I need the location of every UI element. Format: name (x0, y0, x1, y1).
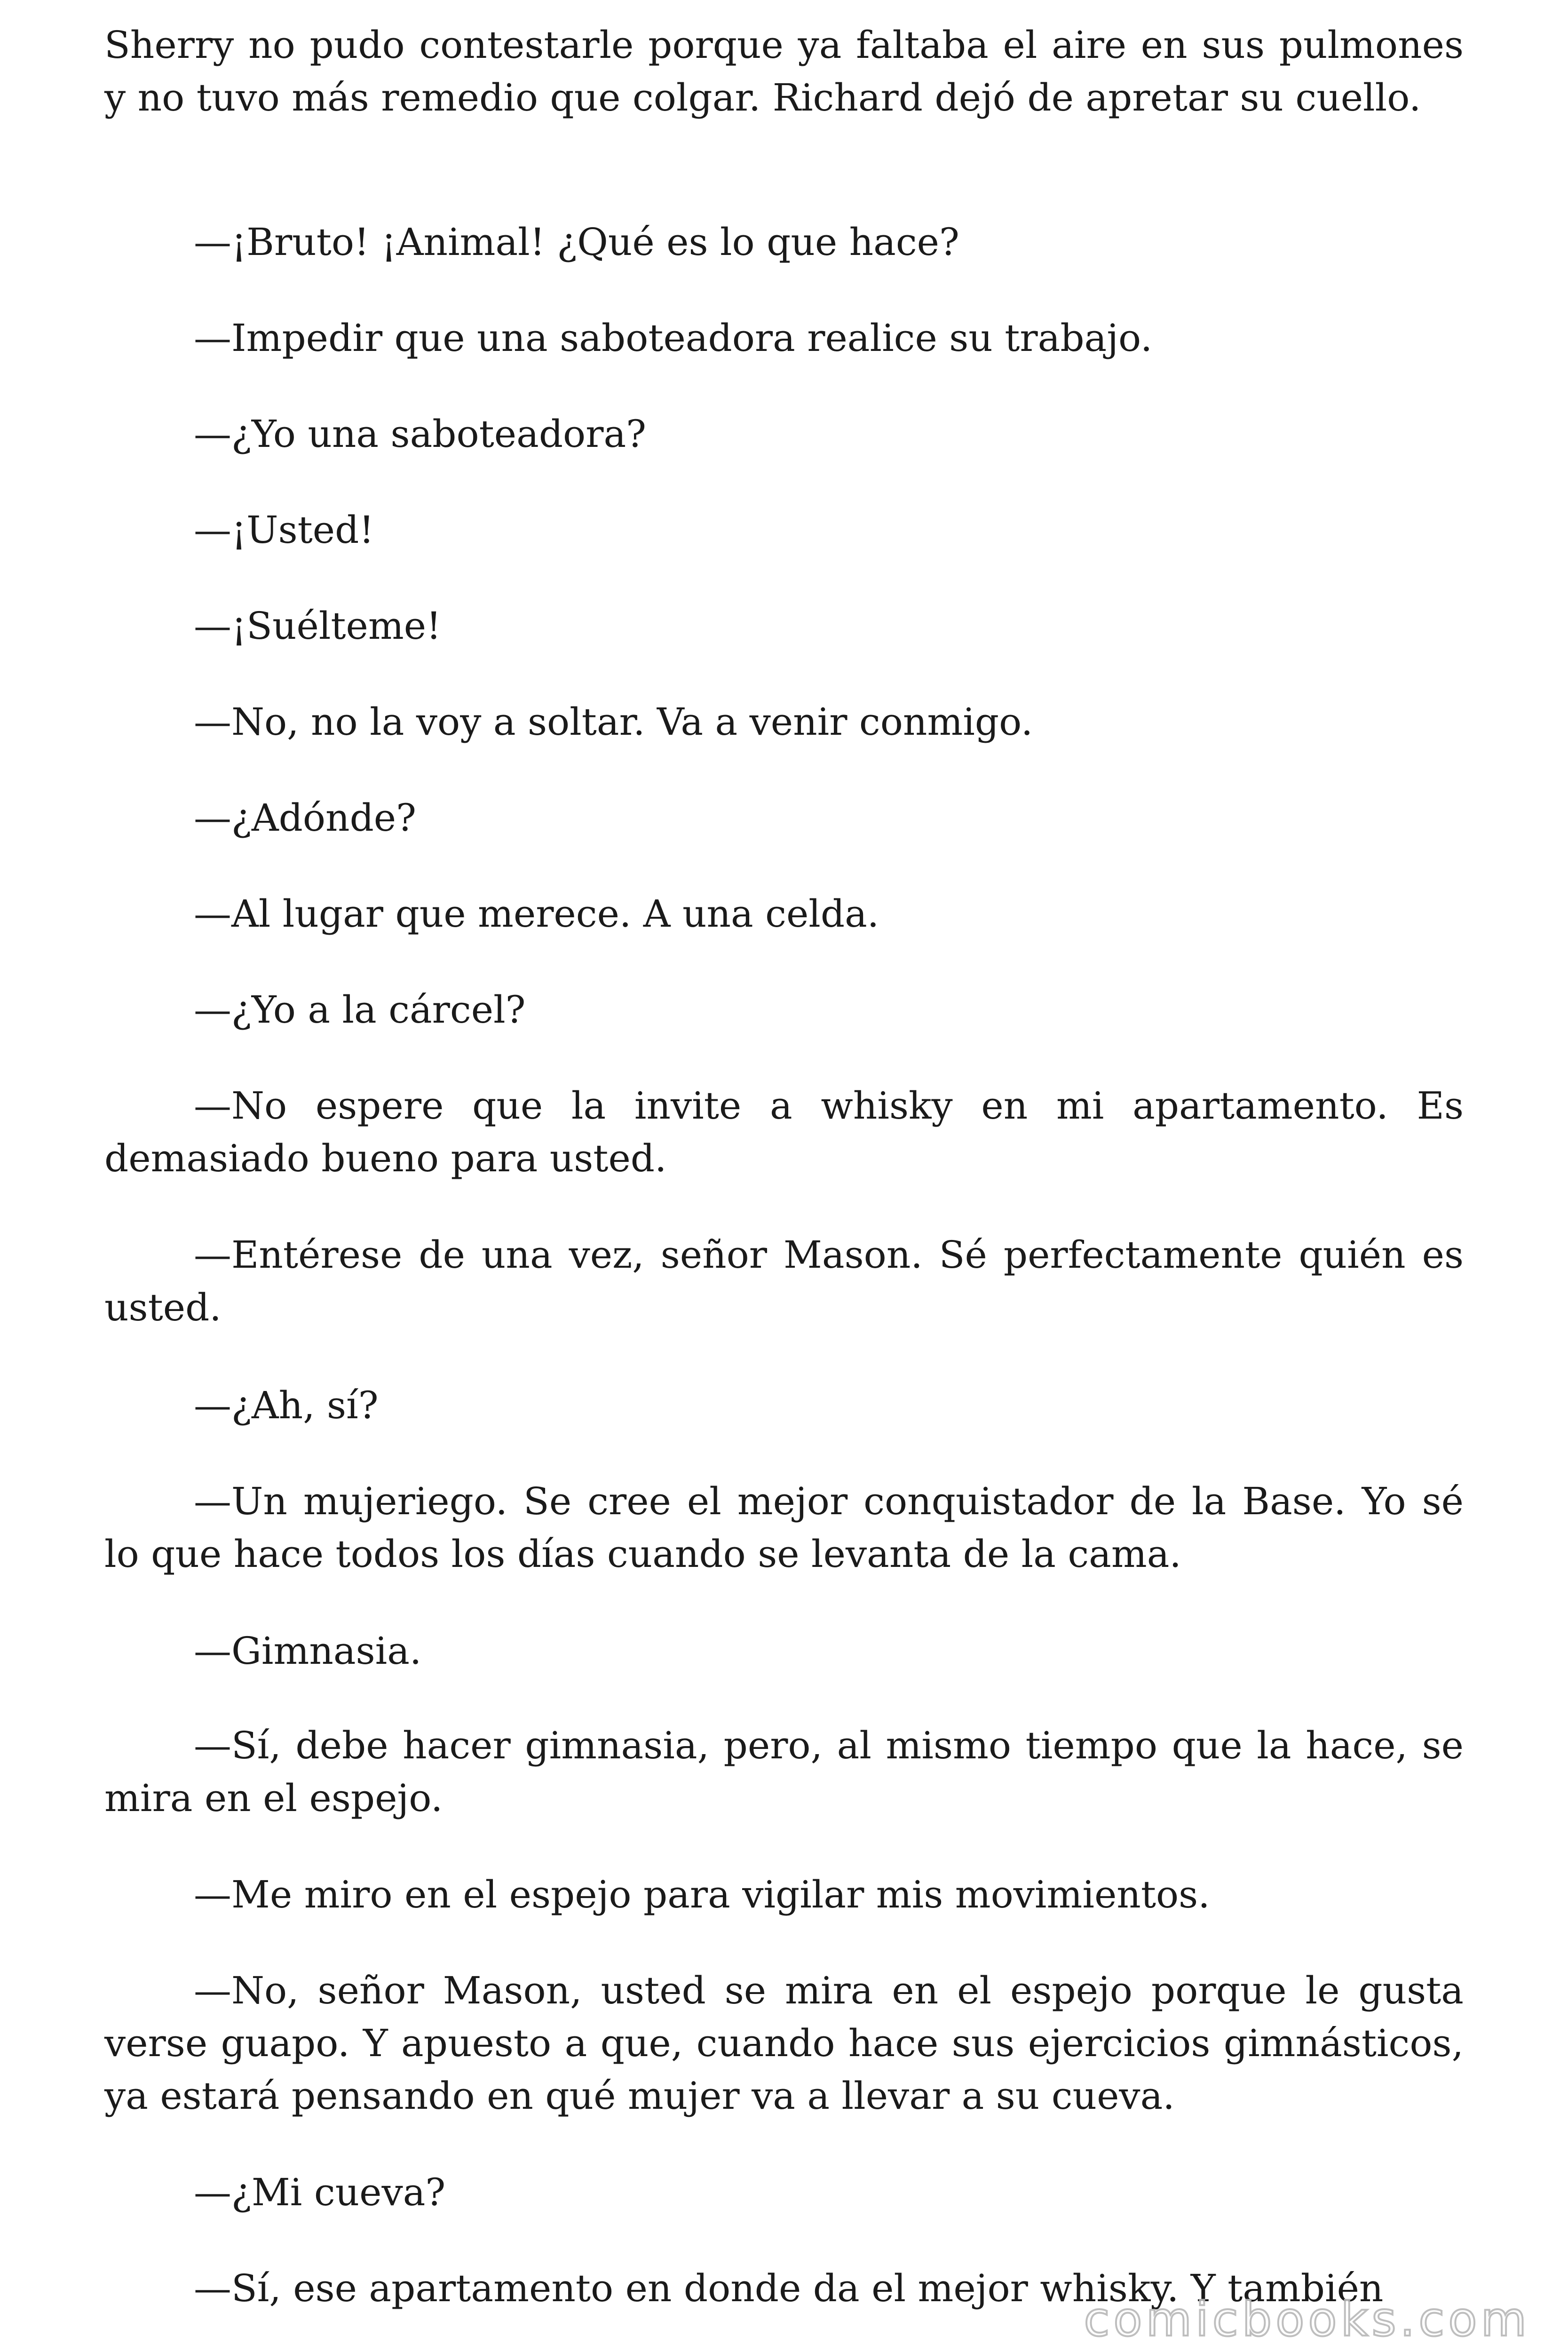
paragraph-6: —¡Suélteme! (194, 604, 442, 648)
paragraph-14: —Un mujeriego. Se cree el mejor conquistador de la Base. Yo sé lo que hace todos los días cuando se levanta de la cama. (104, 1479, 1464, 1576)
paragraph-11: —No espere que la invite a whisky en mi apartamento. Es demasiado bueno para usted. (104, 1084, 1464, 1180)
paragraph-7: —No, no la voy a soltar. Va a venir conmigo. (194, 700, 1033, 744)
paragraph-2: —¡Bruto! ¡Animal! ¿Qué es lo que hace? (194, 220, 959, 264)
paragraph-4: —¿Yo una saboteadora? (194, 412, 647, 456)
document-page (104, 0, 1464, 2352)
paragraph-15: —Gimnasia. (194, 1629, 422, 1673)
paragraph-1: Sherry no pudo contestarle porque ya faltaba el aire en sus pulmones y no tuvo más remedio que colgar. Richard dejó de apretar su cuello. (104, 23, 1464, 119)
paragraph-3: —Impedir que una saboteadora realice su trabajo. (194, 316, 1153, 360)
paragraph-8: —¿Adónde? (194, 796, 417, 840)
paragraph-12: —Entérese de una vez, señor Mason. Sé perfectamente quién es usted. (104, 1233, 1464, 1329)
paragraph-17: —Me miro en el espejo para vigilar mis movimientos. (194, 1873, 1210, 1916)
paragraph-5: —¡Usted! (194, 508, 374, 552)
paragraph-13: —¿Ah, sí? (194, 1383, 379, 1427)
paragraph-19: —¿Mi cueva? (194, 2170, 446, 2214)
paragraph-20: —Sí, ese apartamento en donde da el mejor whisky. Y también (194, 2266, 1384, 2310)
paragraph-9: —Al lugar que merece. A una celda. (194, 892, 879, 936)
paragraph-18: —No, señor Mason, usted se mira en el espejo porque le gusta verse guapo. Y apuesto a que, cuando hace sus ejercicios gimnásticos, ya estará pensando en qué mujer va a llevar a su cueva. (104, 1969, 1464, 2118)
paragraph-16: —Sí, debe hacer gimnasia, pero, al mismo tiempo que la hace, se mira en el espejo. (104, 1724, 1464, 1820)
watermark-text: comicbooks.com (1084, 2292, 1530, 2347)
paragraph-10: —¿Yo a la cárcel? (194, 988, 526, 1032)
